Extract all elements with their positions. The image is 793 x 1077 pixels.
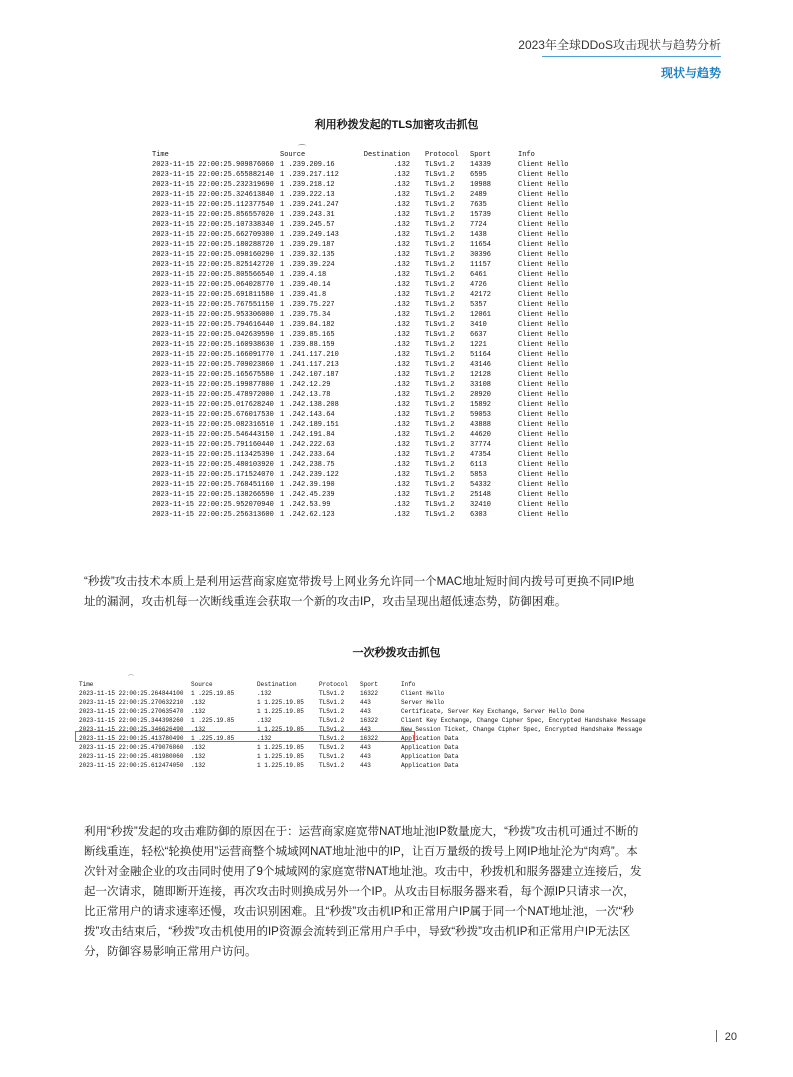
table-cell: Client Hello: [518, 451, 569, 459]
section-label: 现状与趋势: [660, 66, 721, 80]
table-cell: 1221: [470, 341, 487, 349]
table-cell: TLSv1.2: [425, 251, 455, 259]
table-cell: 2023-11-15 22:00:25.113425390: [152, 451, 274, 459]
table-cell: 1 .242.39.190: [280, 481, 335, 489]
table-cell: TLSv1.2: [425, 231, 455, 239]
table-cell: Client Hello: [518, 461, 569, 469]
table-cell: TLSv1.2: [425, 201, 455, 209]
table-cell: 2023-11-15 22:00:25.655882140: [152, 171, 274, 179]
table-cell: 6113: [470, 461, 487, 469]
table-cell: 2489: [470, 191, 487, 199]
table-cell: 1 .239.249.143: [280, 231, 339, 239]
table-cell: Certificate, Server Key Exchange, Server Hello Done: [401, 708, 585, 715]
table-cell: 1 .239.40.14: [280, 281, 331, 289]
table-cell: 2023-11-15 22:00:25.166091770: [152, 351, 274, 359]
table-cell: 2023-11-15 22:00:25.264844100: [79, 690, 184, 697]
table-cell: Client Hello: [518, 471, 569, 479]
table-cell: 2023-11-15 22:00:25.160938630: [152, 341, 274, 349]
table-cell: 2023-11-15 22:00:25.481980060: [79, 753, 184, 760]
table-cell: TLSv1.2: [425, 221, 455, 229]
table-cell: Client Hello: [518, 431, 569, 439]
table-cell: 2023-11-15 22:00:25.676017530: [152, 411, 274, 419]
table-cell: .132: [393, 501, 410, 509]
table-cell: 5853: [470, 471, 487, 479]
column-header: Time: [79, 681, 94, 688]
column-header: Sport: [470, 151, 492, 159]
table-cell: Client Hello: [518, 251, 569, 259]
column-header: Info: [518, 151, 535, 159]
table-cell: 1 .239.32.135: [280, 251, 335, 259]
table-cell: Client Hello: [518, 421, 569, 429]
column-header: Source: [191, 681, 213, 688]
table-cell: .132: [393, 361, 410, 369]
table-cell: Client Hello: [518, 221, 569, 229]
table-cell: TLSv1.2: [319, 708, 345, 715]
table-cell: 1 .225.19.85: [191, 690, 235, 697]
table-cell: 3410: [470, 321, 487, 329]
table-cell: .132: [393, 491, 410, 499]
table-cell: Client Hello: [518, 231, 569, 239]
table-cell: 2023-11-15 22:00:25.709023860: [152, 361, 274, 369]
table-cell: 2023-11-15 22:00:25.952070940: [152, 501, 274, 509]
table-cell: 1 .239.85.165: [280, 331, 335, 339]
table-cell: .132: [191, 744, 206, 751]
table-cell: .132: [393, 351, 410, 359]
table-cell: Client Hello: [401, 690, 445, 697]
table-cell: TLSv1.2: [425, 161, 455, 169]
table-cell: TLSv1.2: [425, 181, 455, 189]
table-cell: 1 .239.88.159: [280, 341, 335, 349]
table-cell: Client Hello: [518, 311, 569, 319]
table-cell: 2023-11-15 22:00:25.256313600: [152, 511, 274, 519]
table-cell: 1 .239.241.247: [280, 201, 339, 209]
table-cell: 1 .242.238.75: [280, 461, 335, 469]
table-cell: TLSv1.2: [319, 726, 345, 733]
table-cell: .132: [393, 251, 410, 259]
table-cell: TLSv1.2: [319, 753, 345, 760]
table-cell: .132: [393, 211, 410, 219]
sort-indicator-icon: ⌒: [298, 144, 306, 153]
table-cell: Client Hello: [518, 301, 569, 309]
table-cell: 1 1.225.19.85: [257, 699, 304, 706]
table-cell: .132: [393, 441, 410, 449]
table-cell: 2023-11-15 22:00:25.662709300: [152, 231, 274, 239]
table-cell: 1438: [470, 231, 487, 239]
table-cell: 443: [360, 708, 371, 715]
table-cell: 1 .242.191.84: [280, 431, 335, 439]
table-cell: 2023-11-15 22:00:25.479076860: [79, 744, 184, 751]
table-cell: .132: [393, 421, 410, 429]
table-cell: 12061: [470, 311, 492, 319]
table-cell: 2023-11-15 22:00:25.112377540: [152, 201, 274, 209]
table-cell: TLSv1.2: [425, 341, 455, 349]
table-cell: Client Hello: [518, 321, 569, 329]
table-cell: .132: [191, 699, 206, 706]
table-cell: .132: [393, 291, 410, 299]
table-cell: 30396: [470, 251, 492, 259]
table-cell: 2023-11-15 22:00:25.768451160: [152, 481, 274, 489]
table-cell: 1 .242.13.78: [280, 391, 331, 399]
table-cell: .132: [257, 690, 272, 697]
table-cell: 2023-11-15 22:00:25.478972000: [152, 391, 274, 399]
table-cell: .132: [191, 762, 206, 769]
table-cell: Client Hello: [518, 171, 569, 179]
table-cell: TLSv1.2: [425, 301, 455, 309]
table-cell: TLSv1.2: [425, 351, 455, 359]
table-cell: 2023-11-15 22:00:25.324613840: [152, 191, 274, 199]
column-header: Time: [152, 151, 169, 159]
table-cell: 1 .242.239.122: [280, 471, 339, 479]
table-cell: 2023-11-15 22:00:25.909876060: [152, 161, 274, 169]
table-cell: 2023-11-15 22:00:25.794616440: [152, 321, 274, 329]
table-cell: .132: [393, 281, 410, 289]
column-header: Destination: [363, 151, 410, 159]
table-cell: 1 .239.39.224: [280, 261, 335, 269]
table-cell: 2023-11-15 22:00:25.825142720: [152, 261, 274, 269]
table-cell: 1 .239.222.13: [280, 191, 335, 199]
table-cell: 28920: [470, 391, 492, 399]
table-cell: .132: [393, 401, 410, 409]
table-cell: Server Hello: [401, 699, 445, 706]
table-cell: Application Data: [401, 735, 459, 742]
table-cell: 4726: [470, 281, 487, 289]
table-cell: .132: [393, 241, 410, 249]
table-cell: .132: [257, 717, 272, 724]
table-cell: 42172: [470, 291, 492, 299]
table-cell: Client Hello: [518, 201, 569, 209]
table-cell: Client Hello: [518, 291, 569, 299]
table-cell: TLSv1.2: [425, 401, 455, 409]
table-cell: Client Hello: [518, 491, 569, 499]
table-cell: 7724: [470, 221, 487, 229]
table-cell: TLSv1.2: [425, 261, 455, 269]
table-cell: TLSv1.2: [425, 271, 455, 279]
table-cell: 443: [360, 753, 371, 760]
table-cell: TLSv1.2: [319, 690, 345, 697]
table-cell: .132: [393, 271, 410, 279]
table-cell: 59053: [470, 411, 492, 419]
table-cell: 1 1.225.19.85: [257, 708, 304, 715]
table-cell: Client Hello: [518, 371, 569, 379]
table-cell: Client Hello: [518, 501, 569, 509]
column-header: Sport: [360, 681, 379, 688]
table-cell: TLSv1.2: [425, 421, 455, 429]
table-cell: 1 1.225.19.85: [257, 744, 304, 751]
table-cell: 2023-11-15 22:00:25.413780490: [79, 735, 184, 742]
table-cell: 1 .239.217.112: [280, 171, 339, 179]
paragraph-2: 利用“秒拨”发起的攻击难防御的原因在于：运营商家庭宽带NAT地址池IP数量庞大，“秒拨”攻击机可通过不断的断线重连，轻松“轮换使用”运营商整个城域网NAT地址池中的IP，让百万量级的拨号上网IP地址沦为“肉鸡”。本次针对金融企业的攻击同时使用了9个城域网的家庭宽带NAT地址池。攻击中，秒拨机和服务器建立连接后，发起一次请求，随即断开连接，再次攻击时则换成另外一个IP。从攻击目标服务器来看，每个源IP只请求一次，比正常用户的请求速率还慢，攻击识别困难。且“秒拨”攻击机IP和正常用户IP属于同一个NAT地址池，一次“秒拨”攻击结束后，“秒拨”攻击机使用的IP资源会流转到正常用户手中，导致“秒拨”攻击机IP和正常用户IP无法区分，防御容易影响正常用户访问。: [84, 826, 642, 958]
table-cell: TLSv1.2: [425, 451, 455, 459]
table-cell: TLSv1.2: [425, 481, 455, 489]
table-cell: .132: [393, 261, 410, 269]
table-cell: .132: [393, 201, 410, 209]
table-cell: 2023-11-15 22:00:25.767551150: [152, 301, 274, 309]
table-cell: 1 .242.143.64: [280, 411, 335, 419]
table-cell: 2023-11-15 22:00:25.805566540: [152, 271, 274, 279]
table-cell: 1 .241.117.210: [280, 351, 339, 359]
table-cell: 43146: [470, 361, 492, 369]
table-cell: 16322: [360, 735, 379, 742]
table-cell: TLSv1.2: [425, 291, 455, 299]
table-cell: 2023-11-15 22:00:25.082316510: [152, 421, 274, 429]
table-cell: 1 .241.117.213: [280, 361, 339, 369]
table-cell: Client Hello: [518, 211, 569, 219]
column-header: Destination: [257, 681, 297, 688]
table-cell: 1 .242.62.123: [280, 511, 335, 519]
table-cell: New Session Ticket, Change Cipher Spec, Encrypted Handshake Message: [401, 726, 643, 733]
table-cell: 2023-11-15 22:00:25.546443150: [152, 431, 274, 439]
table-cell: 10988: [470, 181, 492, 189]
table-cell: 11654: [470, 241, 492, 249]
table-cell: 443: [360, 762, 371, 769]
table-cell: 1 1.225.19.85: [257, 726, 304, 733]
table-cell: Client Hello: [518, 361, 569, 369]
table-cell: TLSv1.2: [425, 491, 455, 499]
header-title: 2023年全球DDoS攻击现状与趋势分析: [518, 38, 721, 52]
table-cell: 443: [360, 699, 371, 706]
page-number: [716, 1030, 737, 1043]
table-cell: 2023-11-15 22:00:25.180288720: [152, 241, 274, 249]
table-cell: 2023-11-15 22:00:25.107338340: [152, 221, 274, 229]
table-cell: TLSv1.2: [319, 735, 345, 742]
table-cell: 6637: [470, 331, 487, 339]
table-cell: TLSv1.2: [425, 411, 455, 419]
table-cell: TLSv1.2: [425, 211, 455, 219]
table-cell: TLSv1.2: [425, 331, 455, 339]
table-cell: .132: [393, 391, 410, 399]
table-cell: 2023-11-15 22:00:25.691811580: [152, 291, 274, 299]
table-cell: 1 .242.189.151: [280, 421, 339, 429]
sort-indicator-icon: ⌒: [128, 676, 135, 682]
table-cell: 2023-11-15 22:00:25.199877800: [152, 381, 274, 389]
table-cell: 2023-11-15 22:00:25.171524070: [152, 471, 274, 479]
table-cell: 14339: [470, 161, 492, 169]
table-cell: 6595: [470, 171, 487, 179]
table-cell: 2023-11-15 22:00:25.953306000: [152, 311, 274, 319]
table-cell: .132: [393, 311, 410, 319]
table-cell: .132: [393, 411, 410, 419]
table-cell: 33108: [470, 381, 492, 389]
table-cell: Application Data: [401, 744, 459, 751]
table-cell: 47354: [470, 451, 492, 459]
table-cell: .132: [393, 511, 410, 519]
table-cell: 1 .242.138.208: [280, 401, 339, 409]
table-cell: Client Hello: [518, 281, 569, 289]
table-cell: 1 .239.4.18: [280, 271, 327, 279]
table-cell: .132: [191, 726, 206, 733]
table-cell: TLSv1.2: [425, 501, 455, 509]
table-cell: 2023-11-15 22:00:25.480103920: [152, 461, 274, 469]
table-cell: .132: [393, 321, 410, 329]
table-cell: 1 .242.53.99: [280, 501, 331, 509]
paragraph-1: “秒拨”攻击技术本质上是利用运营商家庭宽带拨号上网业务允许同一个MAC地址短时间内拨号可更换不同IP地址的漏洞，攻击机每一次断线重连会获取一个新的攻击IP，攻击呈现出超低速态势，防御困难。: [84, 576, 635, 608]
table-cell: 2023-11-15 22:00:25.612474050: [79, 762, 184, 769]
column-header: Source: [280, 151, 306, 159]
highlighted-row-box: [75, 731, 415, 742]
table-cell: .132: [393, 461, 410, 469]
table-cell: .132: [191, 708, 206, 715]
table-cell: TLSv1.2: [425, 381, 455, 389]
table-cell: .132: [393, 191, 410, 199]
table-cell: 11157: [470, 261, 492, 269]
table-cell: TLSv1.2: [425, 281, 455, 289]
table-cell: TLSv1.2: [319, 699, 345, 706]
table-cell: TLSv1.2: [425, 371, 455, 379]
table-cell: 7635: [470, 201, 487, 209]
table-cell: Client Hello: [518, 161, 569, 169]
table-cell: Client Hello: [518, 381, 569, 389]
table-cell: TLSv1.2: [425, 321, 455, 329]
table-cell: 2023-11-15 22:00:25.346626490: [79, 726, 184, 733]
table-cell: TLSv1.2: [425, 311, 455, 319]
table-cell: Client Hello: [518, 271, 569, 279]
table-cell: 2023-11-15 22:00:25.138266590: [152, 491, 274, 499]
table-cell: 1 .239.245.57: [280, 221, 335, 229]
table-cell: Client Hello: [518, 341, 569, 349]
table-cell: Client Hello: [518, 331, 569, 339]
table-cell: .132: [393, 481, 410, 489]
page-number-text: 20: [724, 1031, 737, 1043]
table-cell: 15892: [470, 401, 492, 409]
table-cell: Client Hello: [518, 191, 569, 199]
table-cell: Client Hello: [518, 181, 569, 189]
table-cell: TLSv1.2: [425, 171, 455, 179]
table-cell: 2023-11-15 22:00:25.042639590: [152, 331, 274, 339]
table-cell: 1 .239.209.16: [280, 161, 335, 169]
table-cell: 54332: [470, 481, 492, 489]
table-cell: TLSv1.2: [425, 431, 455, 439]
header-rule: [542, 56, 721, 57]
table-cell: 15739: [470, 211, 492, 219]
table-cell: TLSv1.2: [425, 191, 455, 199]
table-cell: 1 .225.19.85: [191, 735, 235, 742]
table-cell: 1 .239.41.8: [280, 291, 327, 299]
column-header: Protocol: [319, 681, 348, 688]
table-cell: .132: [393, 471, 410, 479]
table-cell: 1 .242.12.29: [280, 381, 331, 389]
table-cell: 6303: [470, 511, 487, 519]
table-cell: Client Hello: [518, 391, 569, 399]
table-cell: .132: [393, 161, 410, 169]
table-cell: 443: [360, 726, 371, 733]
table-cell: 51164: [470, 351, 492, 359]
table-cell: Client Hello: [518, 481, 569, 489]
table-cell: .132: [393, 171, 410, 179]
table-cell: .132: [393, 371, 410, 379]
table-cell: 2023-11-15 22:00:25.098160290: [152, 251, 274, 259]
table-cell: 2023-11-15 22:00:25.791160440: [152, 441, 274, 449]
table-cell: 1 .239.218.12: [280, 181, 335, 189]
table-cell: .132: [393, 181, 410, 189]
figure1-caption: 利用秒拨发起的TLS加密攻击抓包: [314, 119, 479, 131]
table-cell: TLSv1.2: [319, 762, 345, 769]
table-cell: Client Hello: [518, 261, 569, 269]
table-cell: 25148: [470, 491, 492, 499]
table-cell: .132: [393, 331, 410, 339]
table-cell: Client Hello: [518, 511, 569, 519]
table-cell: 5357: [470, 301, 487, 309]
table-cell: 2023-11-15 22:00:25.270635470: [79, 708, 184, 715]
table-cell: 1 .239.75.227: [280, 301, 335, 309]
table-cell: Client Hello: [518, 411, 569, 419]
table-cell: .132: [393, 431, 410, 439]
table-cell: 2023-11-15 22:00:25.232319690: [152, 181, 274, 189]
table-cell: 6461: [470, 271, 487, 279]
table-cell: 12128: [470, 371, 492, 379]
table-cell: .132: [257, 735, 272, 742]
column-header: Info: [401, 681, 416, 688]
table-cell: 1 .242.45.239: [280, 491, 335, 499]
table-cell: 43888: [470, 421, 492, 429]
table-cell: 1 1.225.19.85: [257, 762, 304, 769]
table-cell: 16322: [360, 690, 379, 697]
table-cell: 1 .239.243.31: [280, 211, 335, 219]
table-cell: .132: [393, 301, 410, 309]
table-cell: 1 .239.75.34: [280, 311, 331, 319]
table-cell: 32410: [470, 501, 492, 509]
table-cell: Client Hello: [518, 441, 569, 449]
figure2-caption: 一次秒拨攻击抓包: [352, 647, 441, 659]
table-cell: 2023-11-15 22:00:25.270632210: [79, 699, 184, 706]
table-cell: Application Data: [401, 753, 459, 760]
table-cell: TLSv1.2: [425, 461, 455, 469]
column-header: Protocol: [425, 151, 459, 159]
table-cell: .132: [393, 221, 410, 229]
page-divider: [716, 1030, 717, 1042]
table-cell: .132: [393, 381, 410, 389]
table-cell: 2023-11-15 22:00:25.017628240: [152, 401, 274, 409]
table-cell: Application Data: [401, 762, 459, 769]
table-cell: TLSv1.2: [425, 241, 455, 249]
table-cell: 2023-11-15 22:00:25.856557020: [152, 211, 274, 219]
table-cell: 2023-11-15 22:00:25.344398260: [79, 717, 184, 724]
table-cell: Client Hello: [518, 401, 569, 409]
table-cell: .132: [191, 753, 206, 760]
table-cell: 37774: [470, 441, 492, 449]
table-cell: TLSv1.2: [425, 391, 455, 399]
table-cell: TLSv1.2: [425, 511, 455, 519]
table-cell: 2023-11-15 22:00:25.165675580: [152, 371, 274, 379]
table-cell: 1 .239.29.187: [280, 241, 335, 249]
table-cell: 16322: [360, 717, 379, 724]
table-cell: 443: [360, 744, 371, 751]
table-cell: Client Hello: [518, 241, 569, 249]
table-cell: .132: [393, 231, 410, 239]
table-cell: TLSv1.2: [425, 471, 455, 479]
table-cell: TLSv1.2: [425, 441, 455, 449]
table-cell: 1 .239.84.182: [280, 321, 335, 329]
table-cell: 1 .242.107.187: [280, 371, 339, 379]
table-cell: Client Hello: [518, 351, 569, 359]
table-cell: .132: [393, 451, 410, 459]
table-cell: 1 .242.222.63: [280, 441, 335, 449]
table-cell: 1 .242.233.64: [280, 451, 335, 459]
table-cell: TLSv1.2: [319, 717, 345, 724]
table-cell: 2023-11-15 22:00:25.064028770: [152, 281, 274, 289]
table-cell: 1 .225.19.85: [191, 717, 235, 724]
table-cell: 44620: [470, 431, 492, 439]
table-cell: Client Key Exchange, Change Cipher Spec, Encrypted Handshake Message: [401, 717, 646, 724]
table-cell: TLSv1.2: [425, 361, 455, 369]
table-cell: 1 1.225.19.85: [257, 753, 304, 760]
table-cell: TLSv1.2: [319, 744, 345, 751]
table-cell: .132: [393, 341, 410, 349]
